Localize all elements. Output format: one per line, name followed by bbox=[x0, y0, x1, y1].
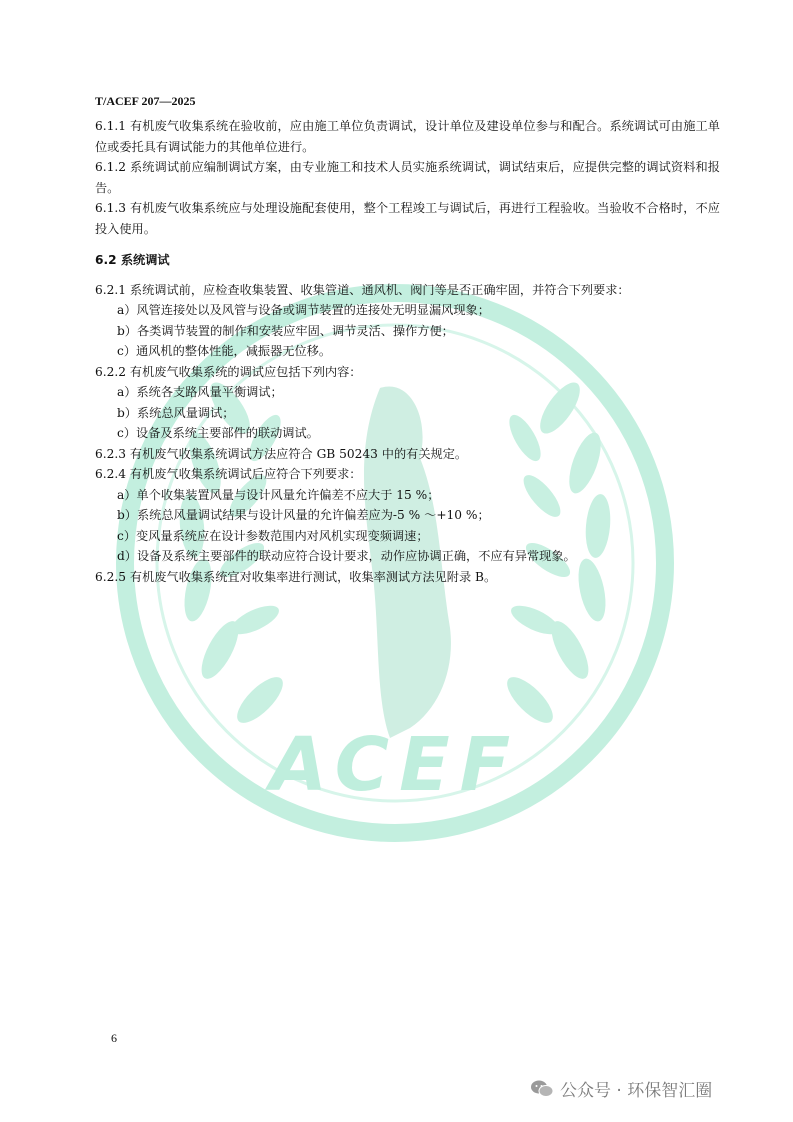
clause-6-2-1: 6.2.1 系统调试前，应检查收集装置、收集管道、通风机、阀门等是否正确牢固，并符合下列要求： bbox=[95, 282, 630, 297]
clause-6-1-2: 6.1.2 系统调试前应编制调试方案，由专业施工和技术人员实施系统调试，调试结束后，应提供完整的调试资料和报告。 bbox=[95, 160, 720, 195]
list-item: a）风管连接处以及风管与设备或调节装置的连接处无明显漏风现象； bbox=[117, 303, 490, 317]
clause-6-2-4: 6.2.4 有机废气收集系统调试后应符合下列要求： bbox=[95, 467, 362, 481]
footer-brand[interactable] bbox=[530, 1076, 712, 1101]
watermark-logo-text: ACEF bbox=[269, 722, 521, 808]
list-item: d）设备及系统主要部件的联动应符合设计要求，动作应协调正确，不应有异常现象。 bbox=[117, 549, 576, 563]
clause-6-1-3: 6.1.3 有机废气收集系统应与处理设施配套使用，整个工程竣工与调试后，再进行工程验收。当验收不合格时，不应投入使用。 bbox=[95, 201, 720, 236]
clause-6-2-3: 6.2.3 有机废气收集系统调试方法应符合 GB 50243 中的有关规定。 bbox=[95, 446, 468, 461]
footer-brand-text: 公众号 · 环保智汇圈 bbox=[560, 1081, 713, 1101]
page-number: 6 bbox=[111, 1031, 117, 1045]
list-item: c）设备及系统主要部件的联动调试。 bbox=[117, 426, 319, 440]
list-item: c）通风机的整体性能，减振器无位移。 bbox=[117, 344, 332, 358]
list-item: b）各类调节装置的制作和安装应牢固、调节灵活、操作方便； bbox=[117, 323, 454, 338]
clause-6-2-2: 6.2.2 有机废气收集系统的调试应包括下列内容： bbox=[95, 364, 362, 379]
list-item: c）变风量系统应在设计参数范围内对风机实现变频调速； bbox=[117, 528, 429, 543]
wechat-icon bbox=[530, 1079, 554, 1099]
document-body bbox=[95, 116, 720, 587]
list-item: b）系统总风量调试； bbox=[117, 405, 235, 420]
clause-6-1-1: 6.1.1 有机废气收集系统在验收前，应由施工单位负责调试，设计单位及建设单位参与和配合。系统调试可由施工单位或委托具有调试能力的其他单位进行。 bbox=[95, 119, 720, 154]
standard-code: T/ACEF 207—2025 bbox=[95, 94, 196, 108]
list-item: b）系统总风量调试结果与设计风量的允许偏差应为-5 % ～+10 %； bbox=[117, 508, 490, 522]
section-heading: 6.2 系统调试 bbox=[95, 253, 170, 267]
clause-6-2-5: 6.2.5 有机废气收集系统宜对收集率进行测试，收集率测试方法见附录 B。 bbox=[95, 569, 497, 584]
list-item: a）系统各支路风量平衡调试； bbox=[117, 385, 283, 399]
list-item: a）单个收集装置风量与设计风量允许偏差不应大于 15 %； bbox=[117, 487, 440, 502]
